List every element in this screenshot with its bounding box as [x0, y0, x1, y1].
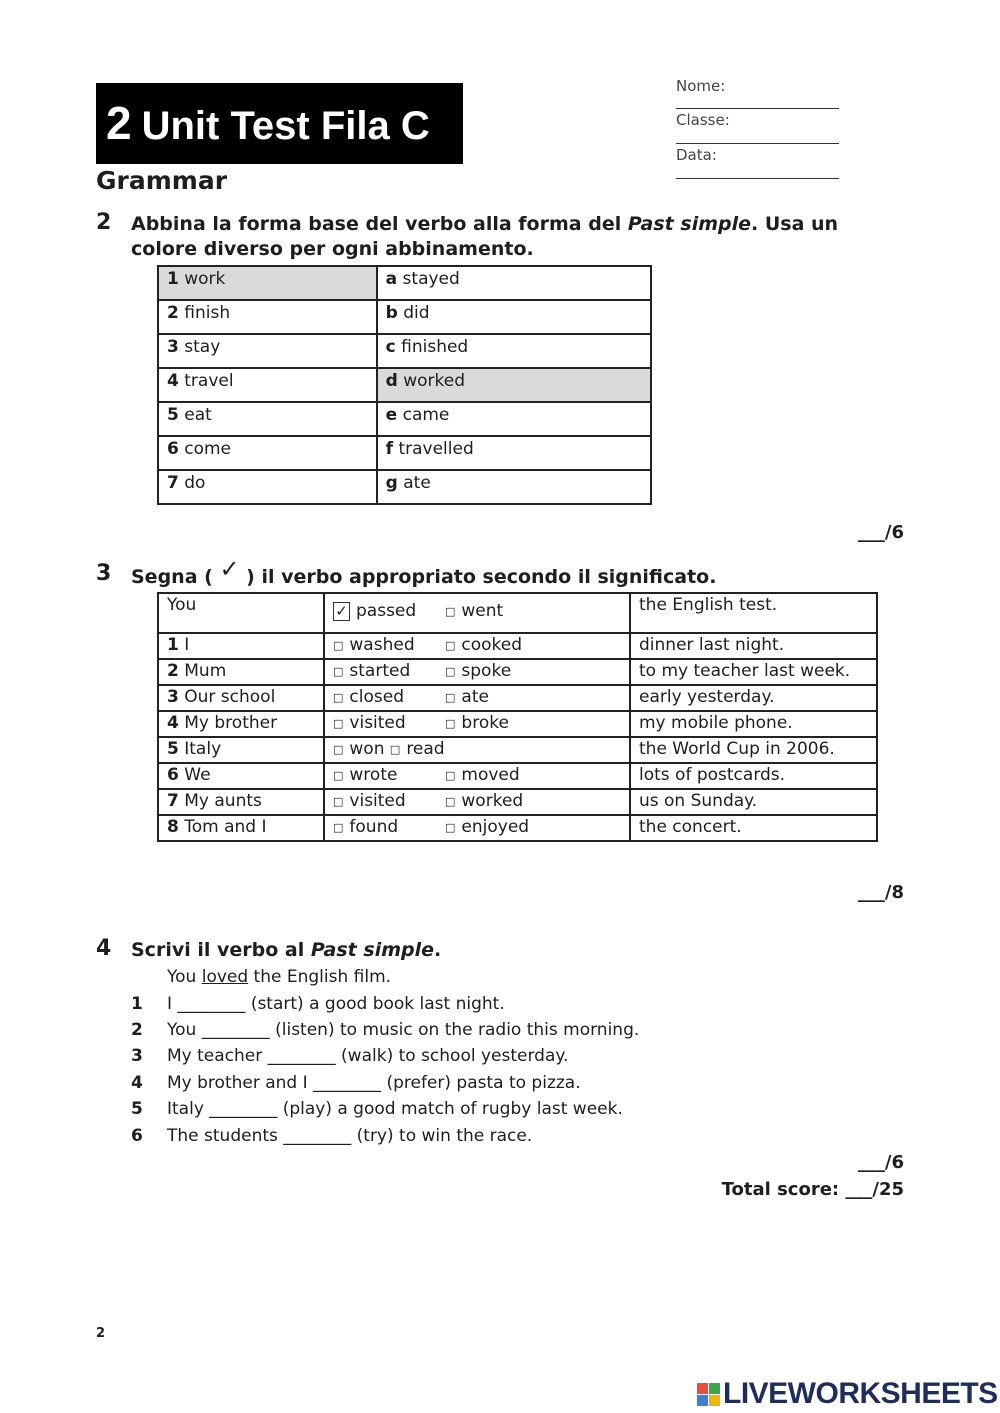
table-row — [158, 633, 877, 659]
table-row — [158, 368, 651, 402]
checkbox-icon[interactable]: □ — [445, 605, 456, 618]
options-cell: □ visited □ worked — [324, 789, 630, 815]
table-row — [158, 789, 877, 815]
item-number: 6 — [131, 1126, 143, 1146]
unit-title — [96, 83, 463, 164]
date-line — [676, 178, 839, 179]
rest-cell: the English test. — [630, 593, 877, 633]
logo-icon — [697, 1383, 720, 1406]
checkbox-icon[interactable]: □ — [389, 743, 401, 756]
verb-base[interactable]: 7 do — [158, 470, 377, 504]
checkbox-icon[interactable]: □ — [333, 821, 344, 834]
rest-cell: early yesterday. — [630, 685, 877, 711]
rest-cell: my mobile phone. — [630, 711, 877, 737]
item-number: 4 — [131, 1073, 143, 1093]
table-row — [158, 436, 651, 470]
logo-square — [709, 1383, 720, 1394]
subject-cell: 2 Mum — [158, 659, 324, 685]
logo-square — [709, 1395, 720, 1406]
verb-past[interactable]: e came — [377, 402, 651, 436]
options-cell: ✓ passed □ went — [324, 593, 630, 633]
options-cell: □ started □ spoke — [324, 659, 630, 685]
exercise-3-score: ___/8 — [857, 882, 904, 903]
verb-past[interactable]: a stayed — [377, 266, 651, 300]
name-label: Nome: — [676, 77, 726, 95]
options-cell: □ wrote □ moved — [324, 763, 630, 789]
subject-cell: 1 I — [158, 633, 324, 659]
logo-square — [697, 1395, 708, 1406]
subject-cell: 4 My brother — [158, 711, 324, 737]
checkbox-icon[interactable]: □ — [333, 639, 344, 652]
unit-title-text: Unit Test Fila C — [141, 104, 430, 148]
class-line — [676, 143, 839, 144]
matching-table — [157, 265, 652, 505]
fill-in-item[interactable]: The students ________ (try) to win the race. — [167, 1126, 533, 1146]
verb-past[interactable]: g ate — [377, 470, 651, 504]
logo-text: LIVEWORKSHEETS — [723, 1377, 998, 1410]
page-number: 2 — [96, 1326, 106, 1341]
verb-past[interactable]: f travelled — [377, 436, 651, 470]
logo-square — [697, 1383, 708, 1394]
rest-cell: to my teacher last week. — [630, 659, 877, 685]
verb-past[interactable]: c finished — [377, 334, 651, 368]
verb-base[interactable]: 3 stay — [158, 334, 377, 368]
table-row — [158, 711, 877, 737]
checkbox-icon[interactable]: □ — [445, 717, 456, 730]
checkbox-icon[interactable]: □ — [445, 639, 456, 652]
checked-box-icon[interactable]: ✓ — [333, 602, 350, 621]
exercise-2-instruction: Abbina la forma base del verbo alla forma del Past simple. Usa un colore diverso per ogni abbinamento. — [131, 213, 839, 260]
table-row — [158, 815, 877, 841]
verb-base[interactable]: 1 work — [158, 266, 377, 300]
checkbox-icon[interactable]: □ — [445, 665, 456, 678]
item-number: 3 — [131, 1046, 143, 1066]
liveworksheets-logo[interactable] — [697, 1377, 998, 1411]
item-number: 5 — [131, 1099, 143, 1119]
exercise-2-score: ___/6 — [857, 522, 904, 543]
verb-choice-table — [157, 592, 878, 842]
verb-base[interactable]: 2 finish — [158, 300, 377, 334]
checkbox-icon[interactable]: □ — [333, 795, 344, 808]
verb-past[interactable]: d worked — [377, 368, 651, 402]
checkbox-icon[interactable]: □ — [445, 821, 456, 834]
checkbox-icon[interactable]: □ — [333, 717, 344, 730]
checkbox-icon[interactable]: □ — [445, 769, 456, 782]
table-row — [158, 300, 651, 334]
class-label: Classe: — [676, 111, 730, 129]
section-heading: Grammar — [96, 166, 228, 195]
options-cell: □ found □ enjoyed — [324, 815, 630, 841]
check-mark-icon: ✓ — [219, 555, 240, 583]
item-number: 1 — [131, 994, 143, 1014]
checkbox-icon[interactable]: □ — [333, 691, 344, 704]
unit-number: 2 — [106, 97, 132, 149]
subject-cell: 3 Our school — [158, 685, 324, 711]
table-row — [158, 266, 651, 300]
options-cell: □ won □ read — [324, 737, 630, 763]
options-cell: □ washed □ cooked — [324, 633, 630, 659]
exercise-4-instruction: Scrivi il verbo al Past simple. — [131, 939, 442, 961]
date-label: Data: — [676, 146, 717, 164]
fill-in-item[interactable]: My teacher ________ (walk) to school yesterday. — [167, 1046, 569, 1066]
table-row — [158, 685, 877, 711]
options-cell: □ visited □ broke — [324, 711, 630, 737]
verb-past[interactable]: b did — [377, 300, 651, 334]
checkbox-icon[interactable]: □ — [333, 665, 344, 678]
exercise-4-number: 4 — [96, 936, 112, 961]
fill-in-item[interactable]: Italy ________ (play) a good match of rugby last week. — [167, 1099, 623, 1119]
checkbox-icon[interactable]: □ — [445, 691, 456, 704]
checkbox-icon[interactable]: □ — [445, 795, 456, 808]
subject-cell: 6 We — [158, 763, 324, 789]
table-row — [158, 737, 877, 763]
exercise-3-instruction: Segna ( ✓ ) il verbo appropriato secondo il significato. — [131, 555, 717, 588]
rest-cell: dinner last night. — [630, 633, 877, 659]
verb-base[interactable]: 5 eat — [158, 402, 377, 436]
item-number: 2 — [131, 1020, 143, 1040]
fill-in-item[interactable]: I ________ (start) a good book last night. — [167, 994, 505, 1014]
table-row — [158, 334, 651, 368]
subject-cell: You — [158, 593, 324, 633]
subject-cell: 7 My aunts — [158, 789, 324, 815]
rest-cell: lots of postcards. — [630, 763, 877, 789]
fill-in-item[interactable]: My brother and I ________ (prefer) pasta to pizza. — [167, 1073, 581, 1093]
exercise-4-example: You loved the English film. — [167, 967, 392, 987]
table-row — [158, 402, 651, 436]
total-score: Total score: ___/25 — [721, 1179, 904, 1200]
verb-base[interactable]: 6 come — [158, 436, 377, 470]
table-row — [158, 470, 651, 504]
rest-cell: the concert. — [630, 815, 877, 841]
subject-cell: 8 Tom and I — [158, 815, 324, 841]
rest-cell: the World Cup in 2006. — [630, 737, 877, 763]
exercise-4-score: ___/6 — [857, 1152, 904, 1173]
exercise-3-number: 3 — [96, 561, 112, 586]
verb-base[interactable]: 4 travel — [158, 368, 377, 402]
name-line — [676, 108, 839, 109]
example-row — [158, 593, 877, 633]
options-cell: □ closed □ ate — [324, 685, 630, 711]
table-row — [158, 763, 877, 789]
fill-in-item[interactable]: You ________ (listen) to music on the radio this morning. — [167, 1020, 640, 1040]
exercise-2-number: 2 — [96, 210, 112, 235]
table-row — [158, 659, 877, 685]
checkbox-icon[interactable]: □ — [333, 769, 344, 782]
checkbox-icon[interactable]: □ — [333, 743, 344, 756]
subject-cell: 5 Italy — [158, 737, 324, 763]
rest-cell: us on Sunday. — [630, 789, 877, 815]
